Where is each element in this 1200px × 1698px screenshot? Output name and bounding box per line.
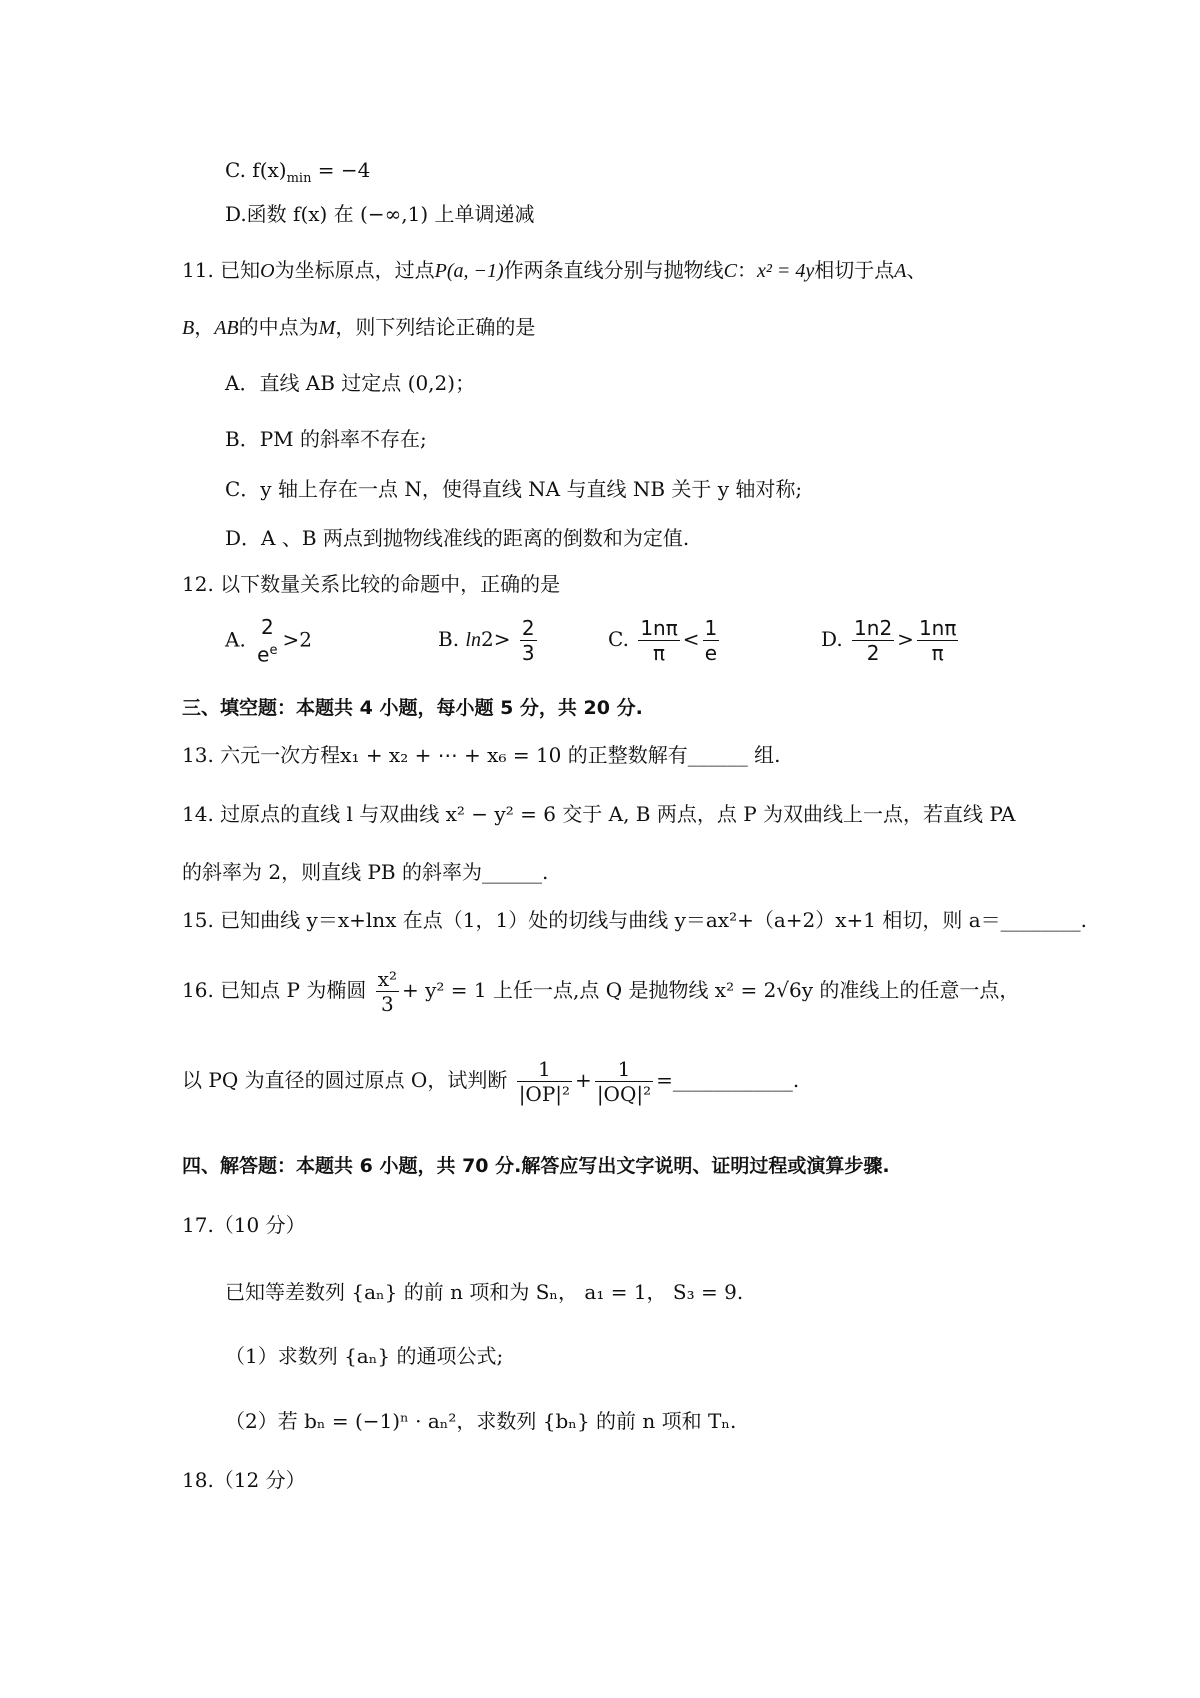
q12-b-fraction: $\frac{2}{3}$: [521, 616, 535, 665]
q11-option-c: C．y 轴上存在一点 N，使得直线 NA 与直线 NB 关于 y 轴对称;: [225, 477, 803, 501]
q15: 15. 已知曲线 y＝x+lnx 在点（1，1）处的切线与曲线 y＝ax²+（a+2）x+1 相切，则 a＝________.: [182, 908, 1088, 932]
q12-d-fraction-2: $\frac{1n\pi}{\pi}$: [918, 616, 957, 665]
q12-option-c: C. $\frac{1n\pi}{\pi}$ < $\frac{1}{e}$: [608, 616, 718, 665]
q14-line2: 的斜率为 2，则直线 PB 的斜率为______.: [182, 860, 549, 884]
q17-part-1: （1）求数列 {aₙ} 的通项公式;: [225, 1344, 504, 1368]
q12-option-a: A. 2 $e^e$ >2: [225, 615, 312, 667]
q16-fraction-op: $\frac{1}{\text{|OP|²}}$: [518, 1057, 571, 1106]
q17-part-2: （2）若 bₙ = (−1)ⁿ · aₙ²，求数列 {bₙ} 的前 n 项和 Tₙ.: [225, 1409, 737, 1433]
q16-line2: 以 PQ 为直径的圆过原点 O，试判断 $\frac{1}{\text{|OP|²}}$ + $\frac{1}{\text{|OQ|²}}$ =____________.: [182, 1057, 800, 1106]
q11-stem-line1: 11. 已知O为坐标原点，过点P(a, −1)作两条直线分别与抛物线C：x² = 4y相切于点A、: [182, 258, 927, 282]
q16-line1: 16. 已知点 P 为椭圆 $\frac{\text{x²}}{3}$ + y² = 1 上任一点,点 Q 是抛物线 x² = 2√6y 的准线上的任意一点，: [182, 967, 1020, 1016]
q17-stem: 已知等差数列 {aₙ} 的前 n 项和为 Sₙ， a₁ = 1， S₃ = 9.: [225, 1280, 744, 1304]
q12-option-d: D. $\frac{1n2}{2}$ > $\frac{1n\pi}{\pi}$: [821, 616, 957, 665]
q14-line1: 14. 过原点的直线 l 与双曲线 x² − y² = 6 交于 A, B 两点，点 P 为双曲线上一点，若直线 PA: [182, 802, 1016, 826]
q16-ellipse-fraction: $\frac{\text{x²}}{3}$: [377, 967, 397, 1016]
q12-option-b: B. ln2> $\frac{2}{3}$: [438, 616, 535, 665]
q16-fraction-oq: $\frac{1}{\text{|OQ|²}}$: [596, 1057, 652, 1106]
q12-c-fraction-1: $\frac{1n\pi}{\pi}$: [640, 616, 678, 665]
section-3-heading: 三、填空题：本题共 4 小题，每小题 5 分，共 20 分.: [182, 697, 643, 719]
q11-option-d: D．A 、B 两点到抛物线准线的距离的倒数和为定值.: [225, 526, 690, 550]
q12-d-fraction-1: $\frac{1n2}{2}$: [854, 616, 893, 665]
q12-c-fraction-2: $\frac{1}{e}$: [704, 616, 718, 665]
section-4-heading: 四、解答题：本题共 6 小题，共 70 分.解答应写出文字说明、证明过程或演算步骤.: [182, 1155, 890, 1177]
q11-stem-line2: B，AB的中点为M，则下列结论正确的是: [182, 315, 536, 339]
q11-option-b: B．PM 的斜率不存在;: [225, 427, 427, 451]
q12-a-fraction: 2 $e^e$: [257, 615, 278, 667]
q18-heading: 18.（12 分）: [182, 1468, 306, 1492]
q13: 13. 六元一次方程x₁ + x₂ + ⋯ + x₆ = 10 的正整数解有______ 组.: [182, 743, 781, 767]
q10-option-c: C. $f(x)_{min} = -4$: [225, 158, 371, 186]
q10-option-d: D.函数 f(x) 在 (−∞,1) 上单调递减: [225, 202, 535, 226]
q11-option-a: A．直线 AB 过定点 (0,2)；: [225, 371, 476, 395]
q12-stem: 12. 以下数量关系比较的命题中，正确的是: [182, 572, 561, 596]
q17-heading: 17.（10 分）: [182, 1213, 306, 1237]
